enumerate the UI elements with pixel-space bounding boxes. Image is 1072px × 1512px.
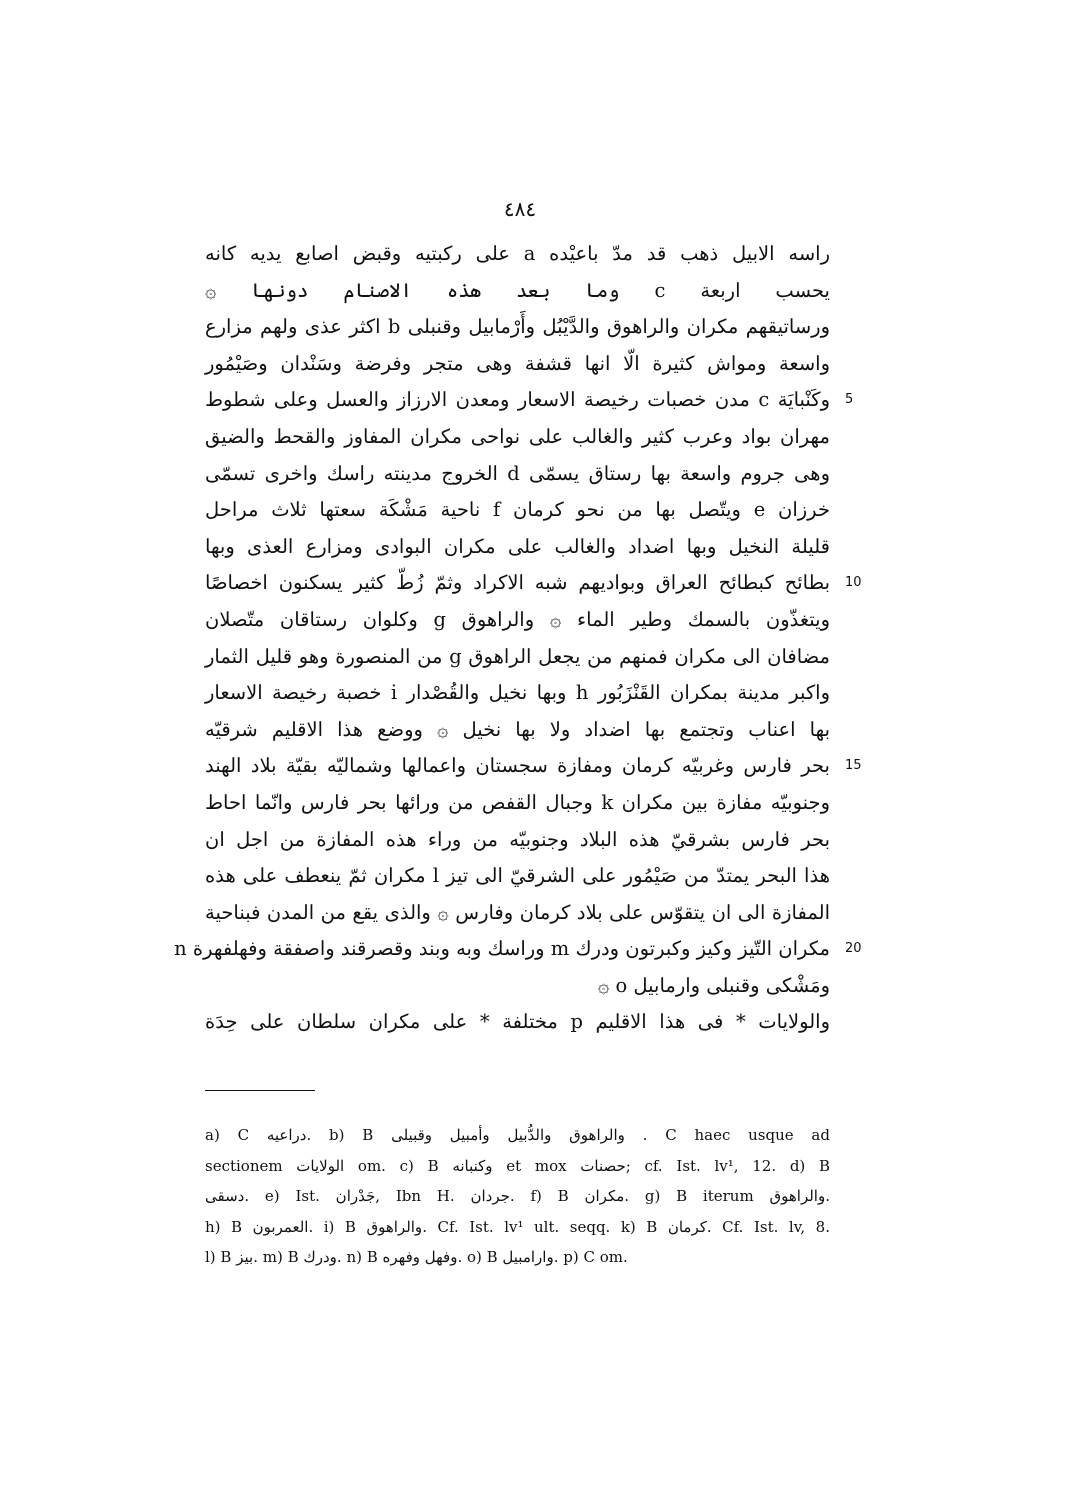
footnote-line: h) B العمربون. i) B والراهوق. Cf. Ist. lv¹ ult. seqq. k) B كرمان. Cf. Ist. lv, 8.: [205, 1217, 830, 1236]
text-line-content: مضافان الى مكران فمنهم من يجعل الراهوق g من المنصورة وهو قليل الثمار: [205, 644, 831, 668]
text-line: [205, 1004, 830, 1041]
text-line-content: وجنوبيّه مفازة بين مكران k وجبال القفص من ورائها بحر فارس وانّما احاط: [205, 790, 831, 814]
footnote-line: a) C دراعيه. b) B والراهوق والدُّبيل وأمبيل وقبيلى . C haec usque ad: [205, 1126, 830, 1144]
text-line: [205, 895, 830, 932]
text-line-content: بطائح كبطائح العراق وبواديهم شبه الاكراد وثمّ زُطّ كثير يسكنون اخصاصًا: [205, 571, 830, 595]
text-line: [205, 492, 830, 529]
text-line-content: المفازة الى ان يتقوّس على بلاد كرمان وفارس ۞ والذى يقع من المدن فبناحية: [205, 900, 830, 924]
text-line-content: والولايات * فى هذا الاقليم p مختلفة * على مكران سلطان على حِدَة: [205, 1010, 830, 1034]
line-number: 20: [845, 941, 862, 957]
text-line: [205, 236, 830, 273]
text-line: [205, 602, 830, 639]
text-line-content: بحر فارس وغربيّه كرمان ومفازة سجستان واعمالها وشماليّه بقيّة بلاد الهند: [205, 754, 830, 778]
footnote-line: sectionem الولايات om. c) B وكنبانه et mox حصنات; cf. Ist. lv¹, 12. d) B: [205, 1156, 830, 1175]
main-text: [174, 236, 862, 1041]
text-line-content: وهى جروم واسعة بها رستاق يسمّى d الخروج مدينته راسك واخرى تسمّى: [205, 461, 831, 485]
text-line: [205, 309, 830, 346]
text-line: [205, 419, 830, 456]
text-line-content: قليلة النخيل وبها اضداد والغالب على مكران البوادى ومزارع العذى وبها: [205, 534, 830, 558]
text-line: [205, 639, 830, 676]
text-line: [205, 565, 862, 602]
text-line-content: يحسب اربعة c وما بعد هذه الاصنام دونها ۞: [205, 278, 830, 302]
text-line: [205, 346, 830, 383]
text-line: [205, 822, 830, 859]
text-line: [205, 858, 830, 895]
line-number: 5: [845, 392, 854, 408]
text-line: [205, 273, 830, 310]
text-line: [205, 382, 854, 419]
footnote-line: l) B بيز. m) B ودرك. n) B وفهل وفهره. o) B وارامبيل. p) C om.: [205, 1248, 628, 1266]
text-line-content: واسعة ومواش كثيرة الّا انها قشفة وهى متجر وفرضة وسَنْدان وصَيْمُور: [205, 351, 830, 375]
footnote-line: دسقى. e) Ist. جَدْران, Ibn H. جردان. f) B مكران. g) B iterum والراهوق.: [205, 1187, 831, 1205]
text-line-content: ورساتيقهم مكران والراهوق والدَّيْبُل وأَرْمابيل وقنبلى b اكثر عذى ولهم مزارع: [205, 315, 830, 339]
line-number: 15: [845, 758, 862, 774]
text-line: [205, 785, 830, 822]
text-line: [205, 712, 830, 749]
line-number: 10: [845, 575, 862, 591]
text-line-content: ويتغذّون بالسمك وطير الماء ۞ والراهوق g وكلوان رستاقان متّصلان: [205, 607, 830, 631]
text-line-content: هذا البحر يمتدّ من صَيْمُور على الشرقيّ الى تيز l مكران ثمّ ينعطف على هذه: [205, 864, 830, 888]
text-line-content: واكبر مدينة بمكران القَنْزَبُور h وبها نخيل والقُصْدار i خصبة رخيصة الاسعار: [205, 681, 830, 705]
text-line-content: راسه الابيل ذهب قد مدّ باعيْده a على ركبتيه وقبض اصابع يديه كانه: [205, 242, 830, 265]
text-line: [205, 456, 830, 493]
text-line: [205, 529, 830, 566]
text-line: [174, 931, 862, 968]
page-number: ٤٨٤: [503, 197, 537, 221]
text-line: [205, 748, 862, 785]
text-line-content: مكران التّيز وكيز وكبرتون ودرك m وراسك وبه وبند وقصرقند واصفقة وفهلفهرة n: [174, 937, 830, 961]
text-line-content: بها اعناب وتجتمع بها اضداد ولا بها نخيل ۞ ووضع هذا الاقليم شرقيّه: [205, 717, 830, 741]
text-line-content: مهران بواد وعرب كثير والغالب على نواحى مكران المفاوز والقحط والضيق: [205, 424, 830, 448]
text-line: [205, 675, 830, 712]
text-line-content: خرزان e ويتّصل بها من نحو كرمان f ناحية مَشْكَة سعتها ثلاث مراحل: [205, 498, 830, 522]
footnotes: [205, 1120, 830, 1273]
text-line-content: ومَشْكى وقنبلى وارمابيل o ۞: [597, 973, 830, 997]
text-line: [205, 968, 830, 1005]
text-line-content: وكَنْبايَة c مدن خصبات رخيصة الاسعار ومعدن الارزاز والعسل وعلى شطوط: [205, 388, 830, 412]
footnote-divider: [205, 1090, 315, 1091]
text-line-content: بحر فارس بشرقيّ هذه البلاد وجنوبيّه من وراء هذه المفازة من اجل ان: [205, 827, 830, 851]
